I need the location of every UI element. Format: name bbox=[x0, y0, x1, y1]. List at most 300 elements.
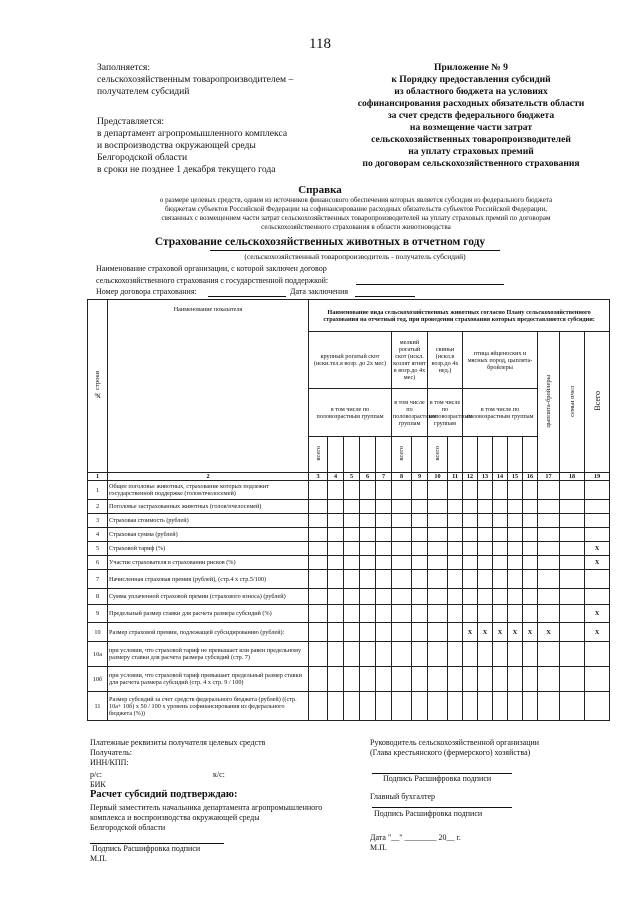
header-right-line: за счет средств федерального бюджета bbox=[387, 110, 555, 121]
value-cell[interactable] bbox=[328, 667, 344, 692]
value-cell[interactable] bbox=[478, 528, 493, 542]
value-cell[interactable] bbox=[428, 528, 448, 542]
value-cell[interactable] bbox=[478, 642, 493, 667]
value-cell[interactable] bbox=[376, 500, 392, 514]
value-cell[interactable] bbox=[448, 589, 463, 605]
x-mark: X bbox=[508, 623, 523, 642]
value-cell[interactable] bbox=[412, 556, 428, 570]
value-cell[interactable] bbox=[585, 570, 610, 589]
value-cell[interactable] bbox=[376, 514, 392, 528]
value-cell[interactable] bbox=[448, 528, 463, 542]
value-cell[interactable] bbox=[448, 667, 463, 692]
value-cell[interactable] bbox=[328, 605, 344, 623]
value-cell[interactable] bbox=[412, 605, 428, 623]
value-cell[interactable] bbox=[412, 528, 428, 542]
value-cell[interactable] bbox=[538, 667, 560, 692]
value-cell[interactable] bbox=[309, 623, 328, 642]
value-cell[interactable] bbox=[448, 500, 463, 514]
stamp-label-right: М.П. bbox=[370, 843, 387, 852]
value-cell[interactable] bbox=[463, 589, 478, 605]
value-cell[interactable] bbox=[328, 623, 344, 642]
value-cell[interactable] bbox=[448, 605, 463, 623]
value-cell[interactable] bbox=[448, 556, 463, 570]
deputy-line-2: комплекса и воспроизводства окружающей среды bbox=[90, 813, 260, 822]
value-cell[interactable] bbox=[360, 642, 376, 667]
value-cell[interactable] bbox=[412, 481, 428, 500]
value-cell[interactable] bbox=[463, 667, 478, 692]
value-cell[interactable] bbox=[523, 514, 538, 528]
value-cell[interactable] bbox=[428, 667, 448, 692]
value-cell[interactable] bbox=[428, 481, 448, 500]
value-cell[interactable] bbox=[328, 542, 344, 556]
value-cell[interactable] bbox=[538, 528, 560, 542]
value-cell[interactable] bbox=[508, 556, 523, 570]
value-cell[interactable] bbox=[392, 642, 412, 667]
insurer-field[interactable] bbox=[356, 284, 504, 285]
value-cell[interactable] bbox=[538, 642, 560, 667]
value-cell[interactable] bbox=[478, 542, 493, 556]
row-number: 10 bbox=[88, 623, 108, 642]
value-cell[interactable] bbox=[392, 570, 412, 589]
value-cell[interactable] bbox=[360, 514, 376, 528]
value-cell[interactable] bbox=[463, 556, 478, 570]
value-cell[interactable] bbox=[493, 605, 508, 623]
value-cell[interactable] bbox=[428, 570, 448, 589]
value-cell[interactable] bbox=[560, 642, 585, 667]
value-cell[interactable] bbox=[328, 500, 344, 514]
value-cell[interactable] bbox=[392, 528, 412, 542]
value-cell[interactable] bbox=[523, 642, 538, 667]
value-cell[interactable] bbox=[493, 692, 508, 721]
date-line[interactable]: Дата "__" ________ 20__ г. bbox=[370, 833, 461, 842]
header-poultry: птица яйценоских и мясных пород, цыплята-бройлеры bbox=[463, 332, 538, 389]
deputy-signature-caption: Подпись Расшифровка подписи bbox=[92, 844, 201, 853]
value-cell[interactable] bbox=[392, 589, 412, 605]
value-cell[interactable] bbox=[560, 528, 585, 542]
value-cell[interactable] bbox=[360, 500, 376, 514]
value-cell[interactable] bbox=[309, 528, 328, 542]
value-cell[interactable] bbox=[523, 605, 538, 623]
value-cell[interactable] bbox=[309, 481, 328, 500]
value-cell[interactable] bbox=[412, 623, 428, 642]
value-cell[interactable] bbox=[428, 556, 448, 570]
contract-number-field[interactable] bbox=[208, 296, 286, 297]
value-cell[interactable] bbox=[309, 514, 328, 528]
value-cell[interactable] bbox=[392, 692, 412, 721]
value-cell[interactable] bbox=[560, 481, 585, 500]
value-cell[interactable] bbox=[508, 542, 523, 556]
value-cell[interactable] bbox=[360, 589, 376, 605]
value-cell[interactable] bbox=[309, 692, 328, 721]
header-pigs-age: в том числе по половозрастным группам bbox=[428, 389, 463, 437]
value-cell[interactable] bbox=[523, 589, 538, 605]
header-cattle-age: в том числе по половозрастным группам bbox=[309, 389, 392, 437]
value-cell[interactable] bbox=[428, 642, 448, 667]
producer-line[interactable] bbox=[210, 250, 500, 251]
value-cell[interactable] bbox=[493, 556, 508, 570]
row-indicator: Страховой тариф (%) bbox=[108, 542, 309, 556]
accountant-signature-line[interactable] bbox=[372, 807, 512, 808]
column-number: 16 bbox=[523, 473, 538, 481]
header-right-line: Приложение № 9 bbox=[434, 62, 508, 73]
header-grand-total: Всего bbox=[585, 332, 610, 473]
value-cell[interactable] bbox=[360, 556, 376, 570]
column-number: 15 bbox=[508, 473, 523, 481]
value-cell[interactable] bbox=[448, 514, 463, 528]
value-cell[interactable] bbox=[463, 481, 478, 500]
header-left-line: Белгородской области bbox=[97, 152, 188, 163]
column-number: 4 bbox=[328, 473, 344, 481]
contract-number-label: Номер договора страхования: bbox=[96, 287, 197, 296]
deputy-line-1: Первый заместитель начальника департамента агропромышленного bbox=[90, 803, 323, 812]
value-cell[interactable] bbox=[428, 692, 448, 721]
value-cell[interactable] bbox=[328, 514, 344, 528]
row-number: 2 bbox=[88, 500, 108, 514]
value-cell[interactable] bbox=[328, 528, 344, 542]
value-cell[interactable] bbox=[412, 667, 428, 692]
value-cell[interactable] bbox=[478, 514, 493, 528]
value-cell[interactable] bbox=[328, 570, 344, 589]
header-right-line: софинансирования расходных обязательств области bbox=[357, 98, 585, 109]
value-cell[interactable] bbox=[493, 542, 508, 556]
row-indicator: Размер страховой премии, подлежащей субсидированию (рублей): bbox=[108, 623, 309, 642]
value-cell[interactable] bbox=[560, 605, 585, 623]
value-cell[interactable] bbox=[478, 692, 493, 721]
value-cell[interactable] bbox=[478, 500, 493, 514]
value-cell[interactable] bbox=[560, 542, 585, 556]
value-cell[interactable] bbox=[508, 500, 523, 514]
value-cell[interactable] bbox=[478, 556, 493, 570]
header-left-line bbox=[97, 98, 337, 110]
header-small-age: в том числе по половозрастным группам bbox=[392, 389, 428, 437]
value-cell[interactable] bbox=[463, 542, 478, 556]
value-cell[interactable] bbox=[585, 528, 610, 542]
value-cell[interactable] bbox=[309, 556, 328, 570]
value-cell[interactable] bbox=[463, 500, 478, 514]
value-cell[interactable] bbox=[360, 667, 376, 692]
value-cell[interactable] bbox=[428, 623, 448, 642]
value-cell[interactable] bbox=[328, 642, 344, 667]
value-cell[interactable] bbox=[523, 542, 538, 556]
cattle-total: всего bbox=[309, 437, 328, 473]
deputy-line-3: Белгородской области bbox=[90, 823, 166, 832]
value-cell[interactable] bbox=[493, 514, 508, 528]
page-number: 118 bbox=[309, 36, 331, 52]
row-number: 8 bbox=[88, 589, 108, 605]
value-cell[interactable] bbox=[508, 642, 523, 667]
value-cell[interactable] bbox=[309, 667, 328, 692]
document-subtitle: Страхование сельскохозяйственных животных в отчетном году bbox=[154, 236, 486, 248]
value-cell[interactable] bbox=[344, 556, 360, 570]
value-cell[interactable] bbox=[508, 692, 523, 721]
value-cell[interactable] bbox=[463, 692, 478, 721]
row-indicator: Страховая сумма (рублей) bbox=[108, 528, 309, 542]
value-cell[interactable] bbox=[478, 570, 493, 589]
row-number: 3 bbox=[88, 514, 108, 528]
value-cell[interactable] bbox=[412, 692, 428, 721]
value-cell[interactable] bbox=[538, 605, 560, 623]
value-cell[interactable] bbox=[309, 605, 328, 623]
value-cell[interactable] bbox=[376, 589, 392, 605]
value-cell[interactable] bbox=[428, 542, 448, 556]
value-cell[interactable] bbox=[508, 514, 523, 528]
value-cell[interactable] bbox=[585, 692, 610, 721]
value-cell[interactable] bbox=[392, 623, 412, 642]
value-cell[interactable] bbox=[412, 500, 428, 514]
row-number: 4 bbox=[88, 528, 108, 542]
value-cell[interactable] bbox=[560, 692, 585, 721]
value-cell[interactable] bbox=[344, 481, 360, 500]
value-cell[interactable] bbox=[463, 605, 478, 623]
table-row bbox=[88, 605, 610, 623]
value-cell[interactable] bbox=[328, 589, 344, 605]
value-cell[interactable] bbox=[360, 481, 376, 500]
value-cell[interactable] bbox=[392, 500, 412, 514]
header-left-line: в департамент агропромышленного комплекса bbox=[97, 128, 288, 139]
value-cell[interactable] bbox=[493, 642, 508, 667]
value-cell[interactable] bbox=[538, 542, 560, 556]
value-cell[interactable] bbox=[412, 642, 428, 667]
x-mark: X bbox=[585, 542, 610, 556]
value-cell[interactable] bbox=[344, 623, 360, 642]
value-cell[interactable] bbox=[448, 570, 463, 589]
header-poultry-age: в том числе по половозрастным группам bbox=[463, 389, 538, 437]
value-cell[interactable] bbox=[309, 642, 328, 667]
value-cell[interactable] bbox=[560, 514, 585, 528]
value-cell[interactable] bbox=[508, 667, 523, 692]
row-number: 11 bbox=[88, 692, 108, 721]
value-cell[interactable] bbox=[585, 481, 610, 500]
value-cell[interactable] bbox=[448, 642, 463, 667]
value-cell[interactable] bbox=[328, 556, 344, 570]
value-cell[interactable] bbox=[585, 589, 610, 605]
value-cell[interactable] bbox=[538, 514, 560, 528]
value-cell[interactable] bbox=[428, 605, 448, 623]
value-cell[interactable] bbox=[376, 692, 392, 721]
value-cell[interactable] bbox=[478, 481, 493, 500]
value-cell[interactable] bbox=[493, 589, 508, 605]
header-right-line: на уплату страховых премий bbox=[408, 146, 534, 157]
value-cell[interactable] bbox=[508, 570, 523, 589]
value-cell[interactable] bbox=[376, 542, 392, 556]
value-cell[interactable] bbox=[309, 589, 328, 605]
value-cell[interactable] bbox=[376, 481, 392, 500]
value-cell[interactable] bbox=[392, 481, 412, 500]
value-cell[interactable] bbox=[538, 692, 560, 721]
value-cell[interactable] bbox=[328, 692, 344, 721]
x-mark: X bbox=[585, 556, 610, 570]
value-cell[interactable] bbox=[508, 528, 523, 542]
row-indicator: Страховая стоимость (рублей) bbox=[108, 514, 309, 528]
value-cell[interactable] bbox=[428, 500, 448, 514]
value-cell[interactable] bbox=[376, 642, 392, 667]
row-number: 7 bbox=[88, 570, 108, 589]
x-mark: X bbox=[585, 623, 610, 642]
subsidy-table bbox=[87, 299, 610, 721]
payment-details-label: Платежные реквизиты получателя целевых средств bbox=[90, 738, 266, 747]
value-cell[interactable] bbox=[560, 589, 585, 605]
value-cell[interactable] bbox=[560, 500, 585, 514]
header-pigs: свиньи (искл.в возр.до 4х нед.) bbox=[428, 332, 463, 389]
value-cell[interactable] bbox=[392, 667, 412, 692]
value-cell[interactable] bbox=[309, 570, 328, 589]
value-cell[interactable] bbox=[360, 528, 376, 542]
value-cell[interactable] bbox=[478, 605, 493, 623]
value-cell[interactable] bbox=[478, 667, 493, 692]
header-right bbox=[330, 62, 612, 170]
header-left-line: Представляется: bbox=[97, 116, 165, 127]
value-cell[interactable] bbox=[560, 667, 585, 692]
table-row bbox=[88, 589, 610, 605]
value-cell[interactable] bbox=[412, 542, 428, 556]
value-cell[interactable] bbox=[376, 556, 392, 570]
header-indicator: Наименование показателя bbox=[108, 300, 309, 473]
value-cell[interactable] bbox=[412, 570, 428, 589]
value-cell[interactable] bbox=[508, 605, 523, 623]
intro-line: о размере целевых средств, одним из источников финансового обеспечения которых является субсидия из федерального бюджета bbox=[159, 196, 553, 204]
value-cell[interactable] bbox=[463, 642, 478, 667]
column-number: 7 bbox=[376, 473, 392, 481]
value-cell[interactable] bbox=[392, 605, 412, 623]
value-cell[interactable] bbox=[344, 514, 360, 528]
column-number: 3 bbox=[309, 473, 328, 481]
value-cell[interactable] bbox=[493, 528, 508, 542]
value-cell[interactable] bbox=[523, 500, 538, 514]
value-cell[interactable] bbox=[538, 589, 560, 605]
value-cell[interactable] bbox=[344, 570, 360, 589]
value-cell[interactable] bbox=[585, 500, 610, 514]
value-cell[interactable] bbox=[585, 642, 610, 667]
recipient-label: Получатель: bbox=[90, 748, 132, 757]
value-cell[interactable] bbox=[428, 514, 448, 528]
value-cell[interactable] bbox=[448, 623, 463, 642]
value-cell[interactable] bbox=[309, 500, 328, 514]
value-cell[interactable] bbox=[448, 542, 463, 556]
x-mark: X bbox=[493, 623, 508, 642]
accountant-label: Главный бухгалтер bbox=[370, 792, 435, 801]
value-cell[interactable] bbox=[376, 667, 392, 692]
value-cell[interactable] bbox=[309, 542, 328, 556]
value-cell[interactable] bbox=[344, 528, 360, 542]
head-line-1: Руководитель сельскохозяйственной организации bbox=[370, 738, 540, 747]
intro-text bbox=[96, 196, 616, 232]
value-cell[interactable] bbox=[585, 667, 610, 692]
value-cell[interactable] bbox=[493, 667, 508, 692]
value-cell[interactable] bbox=[448, 481, 463, 500]
value-cell[interactable] bbox=[376, 570, 392, 589]
value-cell[interactable] bbox=[344, 500, 360, 514]
value-cell[interactable] bbox=[508, 589, 523, 605]
value-cell[interactable] bbox=[344, 667, 360, 692]
value-cell[interactable] bbox=[560, 556, 585, 570]
table-row bbox=[88, 570, 610, 589]
row-number: 10а bbox=[88, 642, 108, 667]
table-row bbox=[88, 500, 610, 514]
value-cell[interactable] bbox=[463, 514, 478, 528]
header-left-line: в сроки не позднее 1 декабря текущего года bbox=[97, 164, 276, 175]
value-cell[interactable] bbox=[523, 570, 538, 589]
value-cell[interactable] bbox=[392, 542, 412, 556]
head-line-2: (Глава крестьянского (фермерского) хозяйства) bbox=[370, 748, 531, 757]
contract-date-field[interactable] bbox=[355, 296, 415, 297]
header-row-number: № строки bbox=[88, 300, 108, 473]
value-cell[interactable] bbox=[448, 692, 463, 721]
value-cell[interactable] bbox=[508, 481, 523, 500]
row-indicator: при условии, что страховой тариф не превышает или равен предельному размеру ставки для расчета размера субсидий (стр. 7) bbox=[108, 642, 309, 667]
value-cell[interactable] bbox=[360, 605, 376, 623]
value-cell[interactable] bbox=[392, 514, 412, 528]
header-right-line: по договорам сельскохозяйственного страхования bbox=[362, 158, 580, 169]
value-cell[interactable] bbox=[585, 514, 610, 528]
header-cattle: крупный рогатый скот (иски.тел.я возр. до 2х мес) bbox=[309, 332, 392, 389]
value-cell[interactable] bbox=[523, 667, 538, 692]
column-number: 5 bbox=[344, 473, 360, 481]
row-number: 6 bbox=[88, 556, 108, 570]
value-cell[interactable] bbox=[523, 556, 538, 570]
rs-label: р/с: bbox=[90, 770, 102, 779]
value-cell[interactable] bbox=[560, 570, 585, 589]
value-cell[interactable] bbox=[412, 589, 428, 605]
value-cell[interactable] bbox=[493, 500, 508, 514]
value-cell[interactable] bbox=[463, 570, 478, 589]
value-cell[interactable] bbox=[344, 542, 360, 556]
value-cell[interactable] bbox=[538, 570, 560, 589]
value-cell[interactable] bbox=[478, 589, 493, 605]
row-indicator: Общее поголовье животных, страхование которых подлежит государственной поддержке (голов/пчелосемей) bbox=[108, 481, 309, 500]
value-cell[interactable] bbox=[523, 528, 538, 542]
value-cell[interactable] bbox=[523, 481, 538, 500]
header-right-line: сельскохозяйственных товаропроизводителей bbox=[371, 134, 571, 145]
value-cell[interactable] bbox=[376, 605, 392, 623]
value-cell[interactable] bbox=[523, 692, 538, 721]
value-cell[interactable] bbox=[538, 556, 560, 570]
value-cell[interactable] bbox=[392, 556, 412, 570]
value-cell[interactable] bbox=[538, 500, 560, 514]
row-number: 9 bbox=[88, 605, 108, 623]
value-cell[interactable] bbox=[360, 542, 376, 556]
producer-caption: (сельскохозяйственный товаропроизводитель - получатель субсидий) bbox=[244, 252, 466, 261]
value-cell[interactable] bbox=[376, 528, 392, 542]
value-cell[interactable] bbox=[493, 481, 508, 500]
header-left-line: получателем субсидий bbox=[97, 86, 190, 97]
value-cell[interactable] bbox=[463, 528, 478, 542]
header-right-line: из областного бюджета на условиях bbox=[394, 86, 548, 97]
value-cell[interactable] bbox=[344, 642, 360, 667]
row-number: 1 bbox=[88, 481, 108, 500]
value-cell[interactable] bbox=[360, 623, 376, 642]
value-cell[interactable] bbox=[376, 623, 392, 642]
value-cell[interactable] bbox=[344, 605, 360, 623]
value-cell[interactable] bbox=[360, 692, 376, 721]
accountant-signature-caption: Подпись Расшифровка подписи bbox=[374, 809, 483, 818]
value-cell[interactable] bbox=[328, 481, 344, 500]
value-cell[interactable] bbox=[344, 589, 360, 605]
table-row bbox=[88, 623, 610, 642]
value-cell[interactable] bbox=[538, 481, 560, 500]
insurer-label-2: сельскохозяйственного страхования с государственной поддержкой: bbox=[96, 276, 329, 285]
value-cell[interactable] bbox=[560, 623, 585, 642]
row-indicator: Начисленная страховая премия (рублей), (стр.4 х стр.5/100) bbox=[108, 570, 309, 589]
header-left-line: сельскохозяйственным товаропроизводителем – bbox=[97, 74, 294, 85]
confirm-title: Расчет субсидий подтверждаю: bbox=[90, 789, 238, 800]
contract-date-label: Дата заключения bbox=[290, 287, 349, 296]
value-cell[interactable] bbox=[412, 514, 428, 528]
value-cell[interactable] bbox=[493, 570, 508, 589]
value-cell[interactable] bbox=[360, 570, 376, 589]
value-cell[interactable] bbox=[344, 692, 360, 721]
header-animal-group: Наименование вида сельскохозяйственных животных согласно Плану сельскохозяйственного страхования на отчетный год, при проведении страхования которых предоставляются субсидии: bbox=[309, 300, 610, 332]
value-cell[interactable] bbox=[428, 589, 448, 605]
